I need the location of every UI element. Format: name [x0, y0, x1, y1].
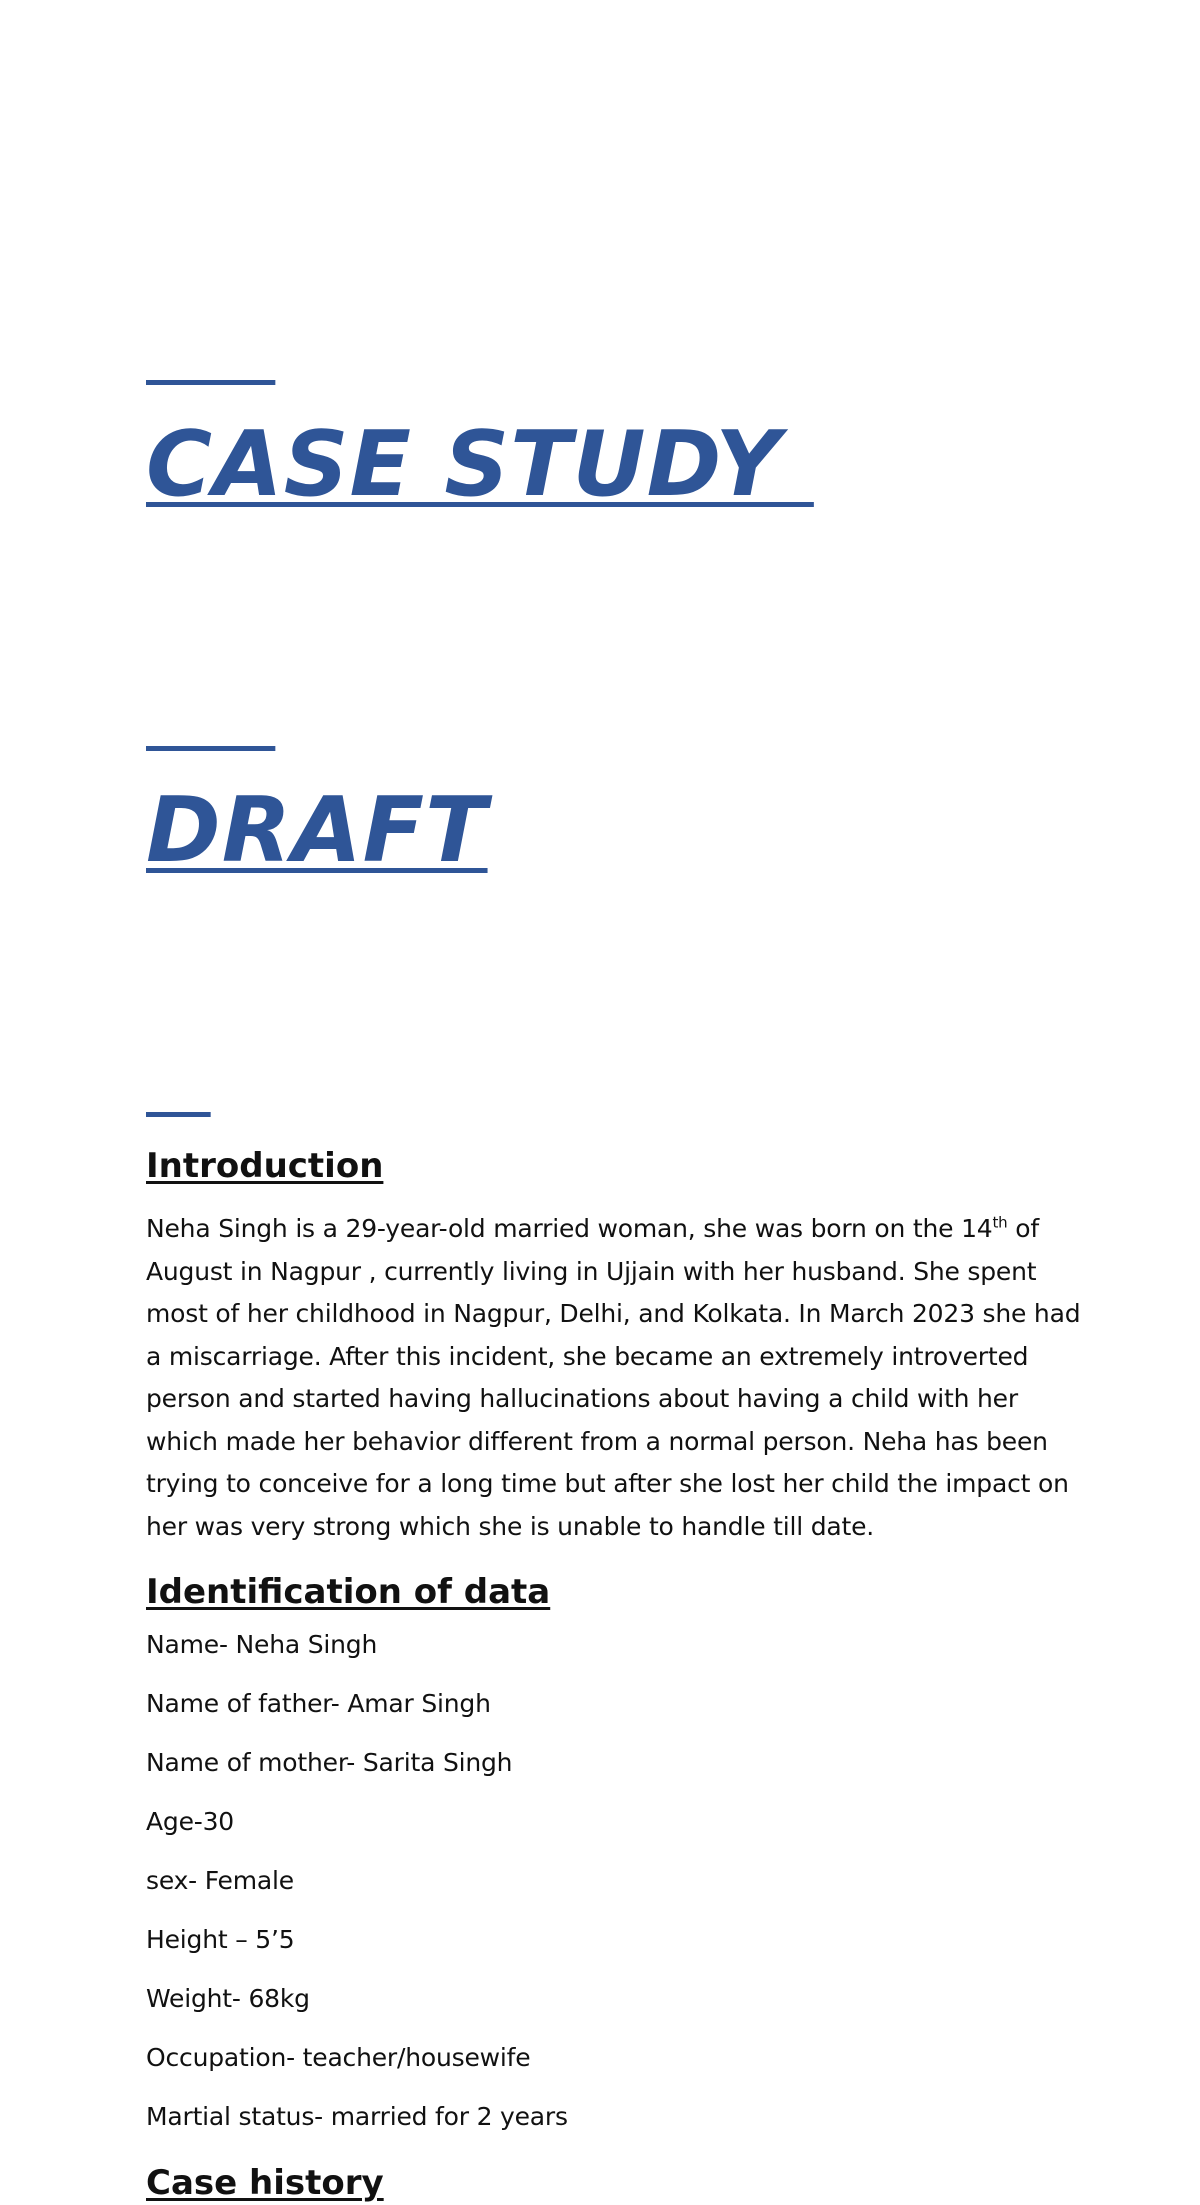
identification-item-mother: Name of mother- Sarita Singh [146, 1748, 513, 1777]
identification-item-name: Name- Neha Singh [146, 1630, 378, 1659]
introduction-paragraph [146, 1208, 1086, 1548]
identification-heading: Identification of data [146, 1572, 551, 1612]
document-title-line-2: DRAFT [146, 778, 488, 883]
identification-item-father: Name of father- Amar Singh [146, 1689, 491, 1718]
ordinal-suffix: th [992, 1213, 1008, 1232]
introduction-text-rest: of August in Nagpur , currently living in Ujjain with her husband. She spent most of her childhood in Nagpur, Delhi, and Kolkata. In March 2023 she had a miscarriage. After this incident, she became an extremely introverted person and started having hallucinations about having a child with her which made her behavior different from a normal person. Neha has been trying to conceive for a long time but after she lost her child the impact on her was very strong which she is unable to handle till date. [146, 1214, 1081, 1541]
identification-item-sex: sex- Female [146, 1866, 294, 1895]
identification-item-weight: Weight- 68kg [146, 1984, 310, 2013]
document-page [146, 160, 1086, 2205]
document-title [146, 160, 1086, 1136]
identification-list [146, 1630, 1086, 2132]
document-title-line-1: CASE STUDY [146, 412, 814, 517]
introduction-heading: Introduction [146, 1146, 384, 1186]
identification-item-occupation: Occupation- teacher/housewife [146, 2043, 531, 2072]
introduction-text-start: Neha Singh is a 29-year-old married woman, she was born on the 14 [146, 1214, 993, 1243]
identification-item-marital-status: Martial status- married for 2 years [146, 2102, 568, 2131]
case-history-heading: Case history [146, 2163, 384, 2203]
identification-item-height: Height – 5’5 [146, 1925, 295, 1954]
identification-item-age: Age-30 [146, 1807, 234, 1836]
